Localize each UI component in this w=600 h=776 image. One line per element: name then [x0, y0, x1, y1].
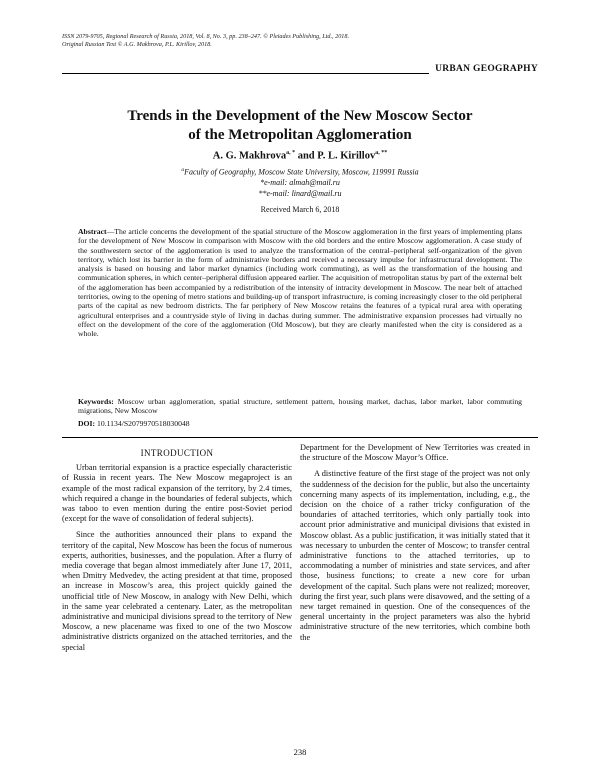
title-line-2: of the Metropolitan Agglomeration — [188, 127, 412, 143]
keywords-text: Moscow urban agglomeration, spatial structure, settlement pattern, housing market, dachas, labor market, labor commuting migrations, New Moscow — [78, 397, 523, 416]
journal-header — [62, 33, 542, 49]
paragraph: Department for the Development of New Territories was created in the structure of the Moscow Mayor’s Office. — [300, 443, 530, 463]
journal-citation: ISSN 2079-9705, Regional Research of Russia, 2018, Vol. 8, No. 3, pp. 238–247. © Pleiades Publishing, Ltd., 2018. — [62, 33, 350, 40]
keywords-label: Keywords: — [78, 397, 114, 406]
section-label: URBAN GEOGRAPHY — [429, 64, 538, 74]
author-2-mark: a, ** — [375, 150, 388, 156]
affiliation-mark: a — [181, 167, 185, 173]
author-2: and P. L. Kirillov — [295, 150, 376, 162]
authors — [62, 150, 538, 162]
page-number: 238 — [293, 747, 307, 757]
article-title — [62, 107, 538, 145]
abstract-label: Abstract — [78, 227, 107, 236]
abstract-text: —The article concerns the development of the spatial structure of the Moscow agglomeration in the first years of implementing plans for the development of New Moscow in comparison with Moscow with the old borders and the entire Moscow agglomeration. A case study of the southwestern sector of the agglomeration is used to analyze the transformation of the central–peripheral self-organization of the given territory, which lost its barrier in the form of administrative borders and received a necessary impulse for infrastructural development. The analysis is based on housing and labor market dynamics (including work commuting), as well as the transformation of the housing and communication spheres, in which center–peripheral diffusion appeared earlier. The acquisition of metropolitan status by part of the external belt of the agglomeration has been accompanied by a redistribution of the intensity of intracity development in Moscow. The near belt of attached territories, owing to the opening of metro stations and building-up of transport infrastructure, is coming increasingly closer to the old peripheral parts of the capital as new bedroom districts. The far periphery of New Moscow retains the features of a typical rural area with operating agricultural enterprises and a countryside style of living in dachas during summer. The administrative expansion processes had virtually no effect on the development of the core of the agglomeration (Old Moscow), but they are clearly manifested when the city is considered as a whole. — [78, 227, 522, 339]
doi-label: DOI: — [78, 419, 96, 428]
title-line-1: Trends in the Development of the New Moscow Sector — [127, 108, 473, 124]
affiliations — [62, 165, 538, 199]
original-text-note: Original Russian Text © A.G. Makhrova, P.L. Kirillov, 2018. — [62, 41, 212, 48]
paragraph: Since the authorities announced their plans to expand the territory of the capital, New Moscow has been the focus of numerous experts, authorities, businesses, and the population. After a flurry of media coverage that began almost immediately after June 17, 2011, when Dmitry Medvedev, the acting president at that time, proposed an increase in Moscow’s area, this project quickly gained the unofficial title of New Moscow, in analogy with New Delhi, which in the same year celebrated a centenary. Later, as the metropolitan administrative and municipal divisions spread to the territory of New Moscow, a new placename was fixed to one of the two Moscow administrative districts organized on the attached territories, and the special — [62, 530, 292, 652]
received-date: Received March 6, 2018 — [260, 205, 340, 214]
author-1: A. G. Makhrova — [212, 150, 287, 162]
introduction-heading: INTRODUCTION — [140, 448, 214, 458]
email-1: *e-mail: almah@mail.ru — [260, 178, 340, 188]
affiliation — [62, 165, 538, 178]
abstract — [78, 227, 522, 339]
paragraph: Urban territorial expansion is a practice especially characteristic of Russia in recent years. The New Moscow megaproject is an example of the most radical expansion of the territory, by 2.4 times, which required a change in the boundaries of federal subjects, which was taboo to even mention during the entire post-Soviet period (except for the wave of consolidation of federal subjects). — [62, 463, 292, 524]
right-column — [300, 443, 530, 643]
doi — [78, 419, 522, 428]
doi-link[interactable]: 10.1134/S2079970518030048 — [97, 419, 190, 428]
email-2: **e-mail: linard@mail.ru — [258, 188, 342, 198]
paragraph: A distinctive feature of the first stage of the project was not only the suddenness of the decision for the public, but also the uncertainty concerning many aspects of its implementation, including, e.g., the decision on the choice of a rather tricky configuration of the boundaries of attached territories, which only partially took into account prior administrative and municipal divisions that existed in Moscow oblast. As a public justification, it was initially stated that it was necessary to unburden the center of Moscow; to transfer central administrative functions to the attached territories, up to accommodating a number of ministries and state services, and after those, business functions; to create a new core for urban development of the capital. Such plans were not realized; moreover, during the first year, such plans were disavowed, and the setting of a new target remained in question. One of the consequences of the general uncertainty in the project parameters was also the hybrid administrative structure of the new territories, which combine both the — [300, 469, 530, 642]
author-1-mark: a, * — [286, 150, 296, 156]
affiliation-text: Faculty of Geography, Moscow State University, Moscow, 119991 Russia — [184, 167, 419, 177]
section-divider — [62, 437, 538, 438]
left-column — [62, 448, 292, 653]
keywords — [78, 397, 522, 416]
